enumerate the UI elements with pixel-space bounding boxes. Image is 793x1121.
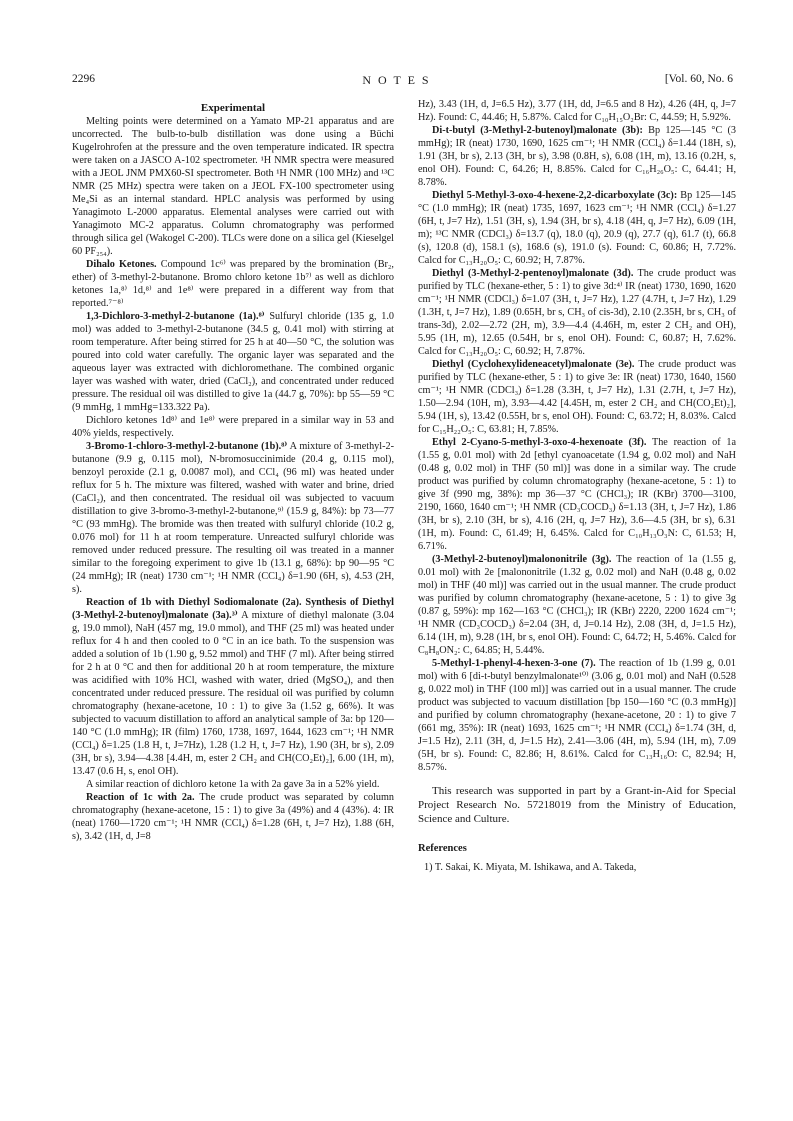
run-in-title-3b: Di-t-butyl (3-Methyl-2-butenoyl)malonate (3b): [432, 125, 643, 136]
paragraph-general-methods: Melting points were determined on a Yamato MP-21 apparatus and are uncorrected. The bulb-to-bulb distillation was done using a Büchi Kugelrohrofen at the pressure and the oven temperature indicated. IR spectra were taken on a JASCO A-102 spectrometer. ¹H NMR spectra were measured with a JEOL JNM PMX60-SI spectrometer. Both ¹H NMR (100 MHz) and ¹³C NMR (25 MHz) spectra were taken on a JEOL FX-100 spectrometer using Me₄Si as an internal standard. HPLC analysis was performed by using Yanagimoto L-2000 apparatus. Elemental analyses were carried out with Yanagimoto MC-2 apparatus. Column chromatography was performed through silica gel (Wakogel C-200). TLCs were done on a silica gel (Kieselgel 60 PF₂₅₄). [72, 116, 394, 257]
run-in-title-1b: 3-Bromo-1-chloro-3-methyl-2-butanone (1b).⁸⁾ [86, 441, 288, 452]
run-in-title-dihalo: Dihalo Ketones. [86, 259, 157, 270]
paragraph-1b-body: A mixture of 3-methyl-2-butanone (9.9 g, 0.115 mol), N-bromosuccinimide (20.4 g, 0.115 mol), benzoyl peroxide (2.1 g, 0.0087 mol), and CCl₄ (96 ml) was heated under reflux for 5 h. The mixture was filtered, washed with water and brine, dried (CaCl₂), and then concentrated. The residual oil was subjected to vacuum distillation to give 3-bromo-3-methyl-2-butanone,⁹⁾ (15.9 g, 84%): bp 73—77 °C (93 mmHg). The bromide was then treated with sulfuryl chloride (10.2 g, 0.076 mol) for 11 h at room temperature. Unreacted sulfuryl chloride was removed under reduced pressure. The resulting oil was treated in a manner similar to the foregoing experiment to give 1b (13.1 g, 68%): bp 90—95 °C (24 mmHg); IR (neat) 1730 cm⁻¹; ¹H NMR (CCl₄) δ=1.90 (6H, s), 4.53 (2H, s). [72, 441, 394, 595]
run-in-title-1c: Reaction of 1c with 2a. [86, 792, 195, 803]
run-in-title-7: 5-Methyl-1-phenyl-4-hexen-3-one (7). [432, 658, 596, 669]
running-head: N O T E S [362, 73, 431, 87]
run-in-title-3f: Ethyl 2-Cyano-5-methyl-3-oxo-4-hexenoate (3f). [432, 437, 647, 448]
run-in-title-3e: Diethyl (Cyclohexylideneacetyl)malonate (3e). [432, 359, 635, 370]
paragraph-compound-7 [418, 657, 736, 774]
paragraph-compound-1b [72, 440, 394, 596]
paragraph-1a-body: Sulfuryl chloride (135 g, 1.0 mol) was added to 3-methyl-2-butanone (34.5 g, 0.41 mol) with stirring at room temperature. After being stirred for 25 h at 40—50 °C, the solution was poured into cold water carefully. The organic layer was separated and the aqueous layer was extracted with dichloromethane. The combined organic layer was washed with water, dried (CaCl₂), and concentrated under reduced pressure. The residual oil was distilled to give 1a (44.7 g, 70%): bp 55—59 °C (9 mmHg, 1 mmHg=133.322 Pa). [72, 311, 395, 413]
left-column [72, 102, 394, 843]
paragraph-3c-body: Bp 125—145 °C (1.0 mmHg); IR (neat) 1735, 1697, 1623 cm⁻¹; ¹H NMR (CCl₄) δ=1.27 (6H, t, J=7 Hz), 1.51 (3H, s), 1.94 (3H, br s), 4.18 (4H, q, J=7 Hz), 6.09 (1H, m); ¹³C NMR (CDCl₃) δ=13.7 (q), 18.0 (q), 20.9 (q), 27.7 (q), 61.7 (t), 66.8 (s), 120.8 (d), 158.1 (s), 168.6 (s), 191.0 (s). Found: C, 60.86; H, 7.72%. Calcd for C₁₃H₂₀O₅: C, 60.92; H, 7.87%. [418, 190, 737, 266]
paragraph-dihalo-body: Compound 1c⁶⁾ was prepared by the bromination (Br₂, ether) of 3-methyl-2-butanone. Bromo chloro ketone 1b⁷⁾ as well as dichloro ketones 1a,⁸⁾ 1d,⁸⁾ and 1e⁸⁾ were prepared in a different way from that reported.⁷⁻⁸⁾ [72, 259, 394, 309]
paragraph-3f-body: The reaction of 1a (1.55 g, 0.01 mol) with 2d [ethyl cyanoacetate (1.94 g, 0.02 mol) and NaH (0.48 g, 0.02 mol) in THF (50 ml)] was done in a similar way. The crude product was purified by column chromatography (hexane-acetone, 5 : 1) to give 3f (990 mg, 38%): mp 36—37 °C (CHCl₃); IR (KBr) 3700—3100, 2190, 1660, 1640 cm⁻¹; ¹H NMR (CD₃COCD₃) δ=1.13 (3H, t, J=7 Hz), 1.86 (3H, br s), 2.10 (3H, br s), 4.16 (2H, q, J=7 Hz), 3.6—4.5 (3H, br s), 6.31 (1H, m). Found: C, 61.49; H, 6.45%. Calcd for C₁₀H₁₃O₃N: C, 61.53; H, 6.71%. [418, 437, 736, 552]
paragraph-compound-3d [418, 267, 736, 358]
paragraph-dihalo-ketones [72, 258, 394, 310]
paragraph-compound-3e [418, 358, 736, 436]
references-heading: References [418, 843, 467, 854]
page-number: 2296 [72, 73, 95, 85]
paragraph-compounds-1d-1e: Dichloro ketones 1d⁸⁾ and 1e⁸⁾ were prepared in a similar way in 53 and 40% yields, respectively. [72, 415, 394, 439]
run-in-title-3d: Diethyl (3-Methyl-2-pentenoyl)malonate (3d). [432, 268, 634, 279]
paragraph-compound-3c [418, 189, 736, 267]
paragraph-3g-body: The reaction of 1a (1.55 g, 0.01 mol) with 2e [malononitrile (1.32 g, 0.02 mol) and NaH (0.48 g, 0.02 mol) in THF (40 ml)] was carried out in the usual manner. The crude product was purified by column chromatography (hexane-acetone, 5 : 1) to give 3g (0.87 g, 59%): mp 162—163 °C (CHCl₃); IR (KBr) 2220, 2200 1624 cm⁻¹; ¹H NMR (CD₃COCD₃) δ=2.04 (3H, d, J=0.14 Hz), 2.08 (3H, d, J=1.5 Hz), 6.14 (1H, m), 9.28 (1H, br s, enol OH). Found: C, 64.72; H, 5.46%. Calcd for C₈H₈ON₂: C, 64.85; H, 5.44%. [418, 554, 736, 656]
volume-label: [Vol. 60, No. 6 [664, 73, 733, 85]
paragraph-7-body: The reaction of 1b (1.99 g, 0.01 mol) with 6 [di-t-butyl benzylmalonate¹⁰⁾ (3.06 g, 0.01 mol) and NaH (0.528 g, 0.022 mol) in THF (100 ml)] was carried out in a usual manner. The crude product was subjected to vacuum distillation [bp 150—160 °C (0.3 mmHg)] and purified by column chromatography (hexane-acetone, 20 : 1) to give 7 (661 mg, 35%): IR (neat) 1693, 1625 cm⁻¹; ¹H NMR (CCl₄) δ=1.74 (3H, d, J=1.5 Hz), 2.11 (3H, d, J=1.5 Hz), 2.41—3.06 (4H, m), 5.94 (1H, m), 7.09 (5H, br s). Found: C, 82.86; H, 8.61%. Calcd for C₁₃H₁₆O: C, 82.94; H, 8.57%. [418, 658, 736, 773]
run-in-title-3c: Diethyl 5-Methyl-3-oxo-4-hexene-2,2-dicarboxylate (3c): [432, 190, 678, 201]
right-column [418, 98, 736, 874]
paragraph-compound-3a [72, 596, 394, 778]
paragraph-compound-3f [418, 436, 736, 553]
paragraph-compound-3g [418, 553, 736, 657]
run-in-title-1a: 1,3-Dichloro-3-methyl-2-butanone (1a).⁸⁾ [86, 311, 265, 322]
paragraph-compound-3b [418, 124, 736, 189]
paragraph-3e-body: The crude product was purified by TLC (hexane-ether, 5 : 1) to give 3e: IR (neat) 1730, 1640, 1560 cm⁻¹; ¹H NMR (CDCl₃) δ=1.28 (3.3H, t, J=7 Hz), 1.31 (2.7H, t, J=7 Hz), 1.50—2.94 (10H, m), 3.93—4.42 [4.45H, m, ester 2 CH₂ and CH(CO₂Et)₂], 5.94 (1H, s), 13.42 (0.55H, br s, enol OH). Found: C, 63.72; H, 8.03%. Calcd for C₁₅H₂₂O₅: C, 63.81; H, 7.85%. [418, 359, 736, 435]
paragraph-continued: Hz), 3.43 (1H, d, J=6.5 Hz), 3.77 (1H, dd, J=6.5 and 8 Hz), 4.26 (4H, q, J=7 Hz). Found: C, 44.46; H, 5.87%. Calcd for C₁₀H₁₅O₂Br: C, 44.59; H, 5.92%. [418, 99, 736, 123]
reference-item: 1) T. Sakai, K. Miyata, M. Ishikawa, and A. Takeda, [424, 862, 637, 873]
section-title-experimental: Experimental [200, 102, 266, 114]
run-in-title-3a: Reaction of 1b with Diethyl Sodiomalonate (2a). Synthesis of Diethyl (3-Methyl-2-butenoyl)malonate (3a).³⁾ [72, 597, 394, 621]
acknowledgement: This research was supported in part by a Grant-in-Aid for Special Project Research No. 57218019 from the Ministry of Education, Science and Culture. [418, 785, 736, 825]
paragraph-3b-body: Bp 125—145 °C (3 mmHg); IR (neat) 1730, 1690, 1625 cm⁻¹; ¹H NMR (CCl₄) δ=1.44 (18H, s), 1.91 (3H, br s), 2.13 (3H, br s), 3.98 (0.8H, s), 6.08 (1H, m), 13.16 (0.2H, s, enol OH). Found: C, 64.26; H, 8.85%. Calcd for C₁₆H₂₆O₅: C, 64.41; H, 8.78%. [418, 125, 737, 188]
paragraph-1c-body: The crude product was separated by column chromatography (hexane-acetone, 15 : 1) to give 3a (49%) and 4 (43%). 4: IR (neat) 1760—1720 cm⁻¹; ¹H NMR (CCl₄) δ=1.28 (6H, t, J=7 Hz), 1.88 (6H, s), 3.42 (1H, d, J=8 [72, 792, 395, 842]
paragraph-3d-body: The crude product was purified by TLC (hexane-ether, 5 : 1) to give 3d:⁴⁾ IR (neat) 1730, 1690, 1620 cm⁻¹; ¹H NMR (CDCl₃) δ=1.07 (3H, t, J=7 Hz), 1.27 (4.7H, t, J=7 Hz), 1.29 (1.3H, t, J=7 Hz), 1.89 (0.65H, br s, CH₃ of cis-3d), 2.10 (2.35H, br s, CH₃ of trans-3d), 2.02—2.72 (2H, m), 3.9—4.4 (4.46H, m, ester 2 CH₂ and OH), 5.95 (1H, m), 12.65 (0.54H, br s, enol OH). Found: C, 60.87; H, 7.62%. Calcd for C₁₃H₂₀O₅: C, 60.92; H, 7.87%. [418, 268, 736, 357]
paragraph-reaction-1c [72, 791, 394, 843]
paragraph-3a-body: A mixture of diethyl malonate (3.04 g, 19.0 mmol), NaH (457 mg, 19.0 mmol), and THF (25 ml) was heated under reflux for 4 h and then cooled to 0 °C in an ice bath. To the suspension was added a solution of 1b (1.90 g, 9.52 mmol) and THF (7 ml). After being stirred for 2 h at 0 °C and then for additional 20 h at room temperature, the mixture was acidified with 10% HCl, washed with water, dried (MgSO₄), and then concentrated under reduced pressure. The residual oil was purified by column chromatography (hexane-acetone, 10 : 1) to give 3a (1.52 g, 66%). It was subjected to vacuum distillation to afford an analytical sample of 3a: bp 120—140 °C (1.0 mmHg); IR (film) 1760, 1738, 1697, 1644, 1623 cm⁻¹; ¹H NMR (CCl₄) δ=1.25 (1.8 H, t, J=7Hz), 1.28 (1.2 H, t, J=7 Hz), 1.90 (3H, br s), 2.09 (3H, br s), 3.94—4.38 [4.4H, m, ester 2 CH₂ and CH(CO₂Et)₂], 6.00 (1H, m), 13.47 (0.6 H, s, enol OH). [72, 610, 394, 777]
run-in-title-3g: (3-Methyl-2-butenoyl)malononitrile (3g). [432, 554, 612, 565]
paragraph-similar-reaction: A similar reaction of dichloro ketone 1a with 2a gave 3a in a 52% yield. [86, 779, 380, 790]
paragraph-compound-1a [72, 310, 394, 414]
